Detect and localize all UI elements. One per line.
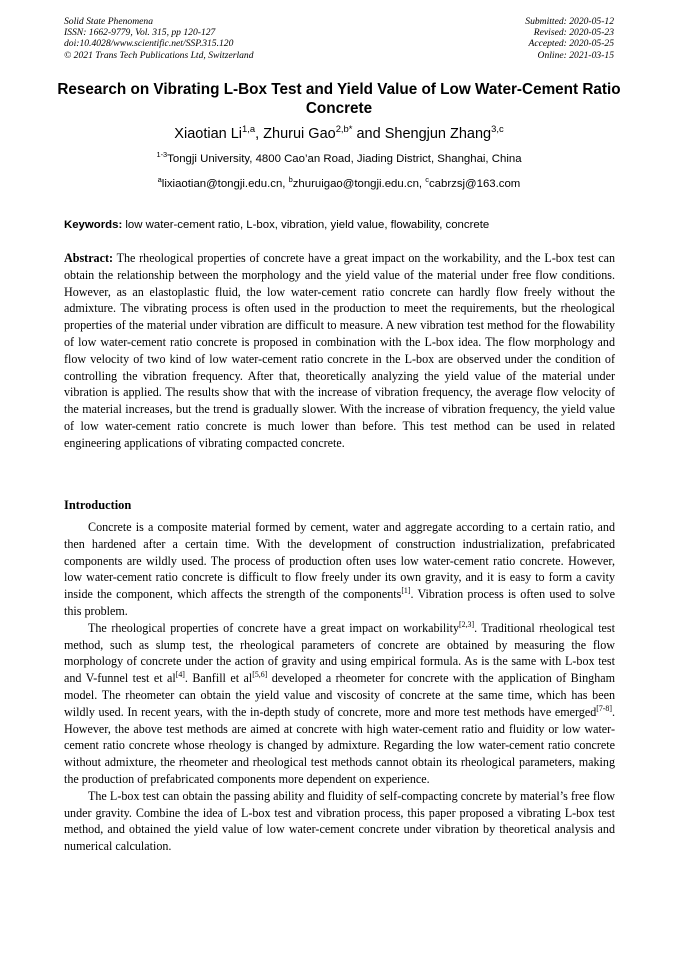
citation: [5,6] <box>252 670 268 680</box>
author-separator: and <box>352 126 385 142</box>
author-superscript: 2,b* <box>335 123 353 135</box>
section-heading-introduction: Introduction <box>64 498 132 512</box>
issn-volume: ISSN: 1662-9779, Vol. 315, pp 120-127 <box>64 27 216 39</box>
paper-title: Research on Vibrating L-Box Test and Yield Value of Low Water-Cement Ratio Concrete <box>57 81 621 117</box>
email-superscript: a <box>157 175 162 185</box>
journal-name: Solid State Phenomena <box>64 16 153 27</box>
paragraph-text: developed a rheometer for concrete with the application of Bingham model. The rheometer can obtain the yield value and viscosity of concrete at the same time, which has been wildly used. In recent years, with the in-depth study of concrete, more and more test methods have emerged <box>64 671 616 719</box>
email-address: zhuruigao@tongji.edu.cn, <box>292 178 426 190</box>
copyright: © 2021 Trans Tech Publications Ltd, Switzerland <box>64 49 254 61</box>
email-superscript: b <box>288 175 293 185</box>
online-date: Online: 2021-03-15 <box>537 49 614 61</box>
author-name: Shengjun Zhang <box>384 126 492 142</box>
submitted-date: Submitted: 2020-05-12 <box>525 16 614 27</box>
affiliation-superscript: 1-3 <box>156 150 168 160</box>
affiliation-text: Tongji University, 4800 Cao’an Road, Jiading District, Shanghai, China <box>167 153 522 165</box>
abstract-text: The rheological properties of concrete have a great impact on the workability, and the L-box test can obtain the relationship between the morphology and the yield value of the material under free flow conditions. However, as an elastoplastic fluid, the low water-cement ratio concrete can hardly flow freely without the admixture. The vibrating process is often used in the production to meet the requirements, but the rheological properties of the material under vibration are difficult to measure. A new vibration test method for the flowability of low water-cement ratio concrete is proposed in combination with the L-box idea. The flow morphology and flow velocity of two kind of low water-cement ratio concrete in the L-box are observed under the condition of controlling the vibration frequency. After that, theoretically analyzing the yield value of the material under vibration is applied. The results show that with the increase of vibration frequency, the average flow velocity of the material increases, but the trend is gradually slower. With the increase of vibration frequency, the yield value of low water-cement ratio concrete is much lower than before. This test method can be used in related engineering applications of vibrating compacted concrete. <box>64 251 615 450</box>
keywords <box>64 218 616 232</box>
author-list <box>0 124 678 144</box>
abstract <box>64 250 615 452</box>
paragraph-text: Concrete is a composite material formed by cement, water and aggregate according to a certain ratio, and then hardened after a certain time. With the development of construction industrialization, prefabricated components are wildly used. The process of production often uses low water-cement ratio concrete. However, low water-cement ratio concrete is difficult to flow freely under its own gravity, and it is easy to form a cavity inside the component, which affects the strength of the components <box>64 520 615 602</box>
citation: [7-8] <box>596 703 612 713</box>
paragraph: The L-box test can obtain the passing ability and fluidity of self-compacting concrete by material’s free flow under gravity. Combine the idea of L-box test and vibration process, this paper proposed a vibrating L-box test method, and obtained the yield value of low water-cement concrete under vibration by theoretical analysis and numerical calculation. <box>64 788 615 854</box>
paragraph-text: . However, the above test methods are aimed at concrete with high water-cement ratio and fluidity or low water-cement ratio concrete whose rheology is changed by admixture. Regarding the low water-cement ratio concrete without admixture, the rheometer and rheological test methods cannot obtain its rheological parameters, making the production of prefabricated components more dependent on experience. <box>64 704 615 786</box>
author-separator: , <box>255 126 264 142</box>
author-name: Zhurui Gao <box>263 126 336 142</box>
paragraph <box>64 620 615 788</box>
email-superscript: c <box>425 175 429 185</box>
paragraph-text: . Vibration process is often used to solve this problem. <box>64 587 615 618</box>
email-address: cabrzsj@163.com <box>428 178 521 190</box>
citation: [1] <box>401 586 411 596</box>
paragraph-text: . Traditional rheological test method, such as slump test, the rheological parameters of concrete are obtained by measuring the flow morphology of concrete under the action of gravity and using empirical formula. As is the same with L-box test and V-funnel test et al <box>64 620 615 686</box>
publication-dates <box>525 16 614 61</box>
email-list <box>0 177 678 192</box>
revised-date: Revised: 2020-05-23 <box>533 27 614 39</box>
citation: [4] <box>175 670 185 680</box>
email-address: lixiaotian@tongji.edu.cn, <box>161 178 289 190</box>
keywords-label: Keywords: <box>64 219 123 231</box>
introduction-body <box>64 519 615 855</box>
accepted-date: Accepted: 2020-05-25 <box>528 38 614 50</box>
abstract-label: Abstract: <box>64 251 114 265</box>
author-superscript: 1,a <box>242 123 256 135</box>
paragraph <box>64 519 615 620</box>
paragraph-text: The rheological properties of concrete have a great impact on workability <box>88 620 460 635</box>
paragraph-text: . Banfill et al <box>184 671 253 686</box>
author-name: Xiaotian Li <box>174 126 243 142</box>
doi: doi:10.4028/www.scientific.net/SSP.315.120 <box>64 38 234 50</box>
keywords-text: low water-cement ratio, L-box, vibration, yield value, flowability, concrete <box>122 219 490 231</box>
author-superscript: 3,c <box>491 123 504 135</box>
affiliation <box>0 152 678 167</box>
citation: [2,3] <box>459 619 475 629</box>
journal-info <box>64 16 254 61</box>
